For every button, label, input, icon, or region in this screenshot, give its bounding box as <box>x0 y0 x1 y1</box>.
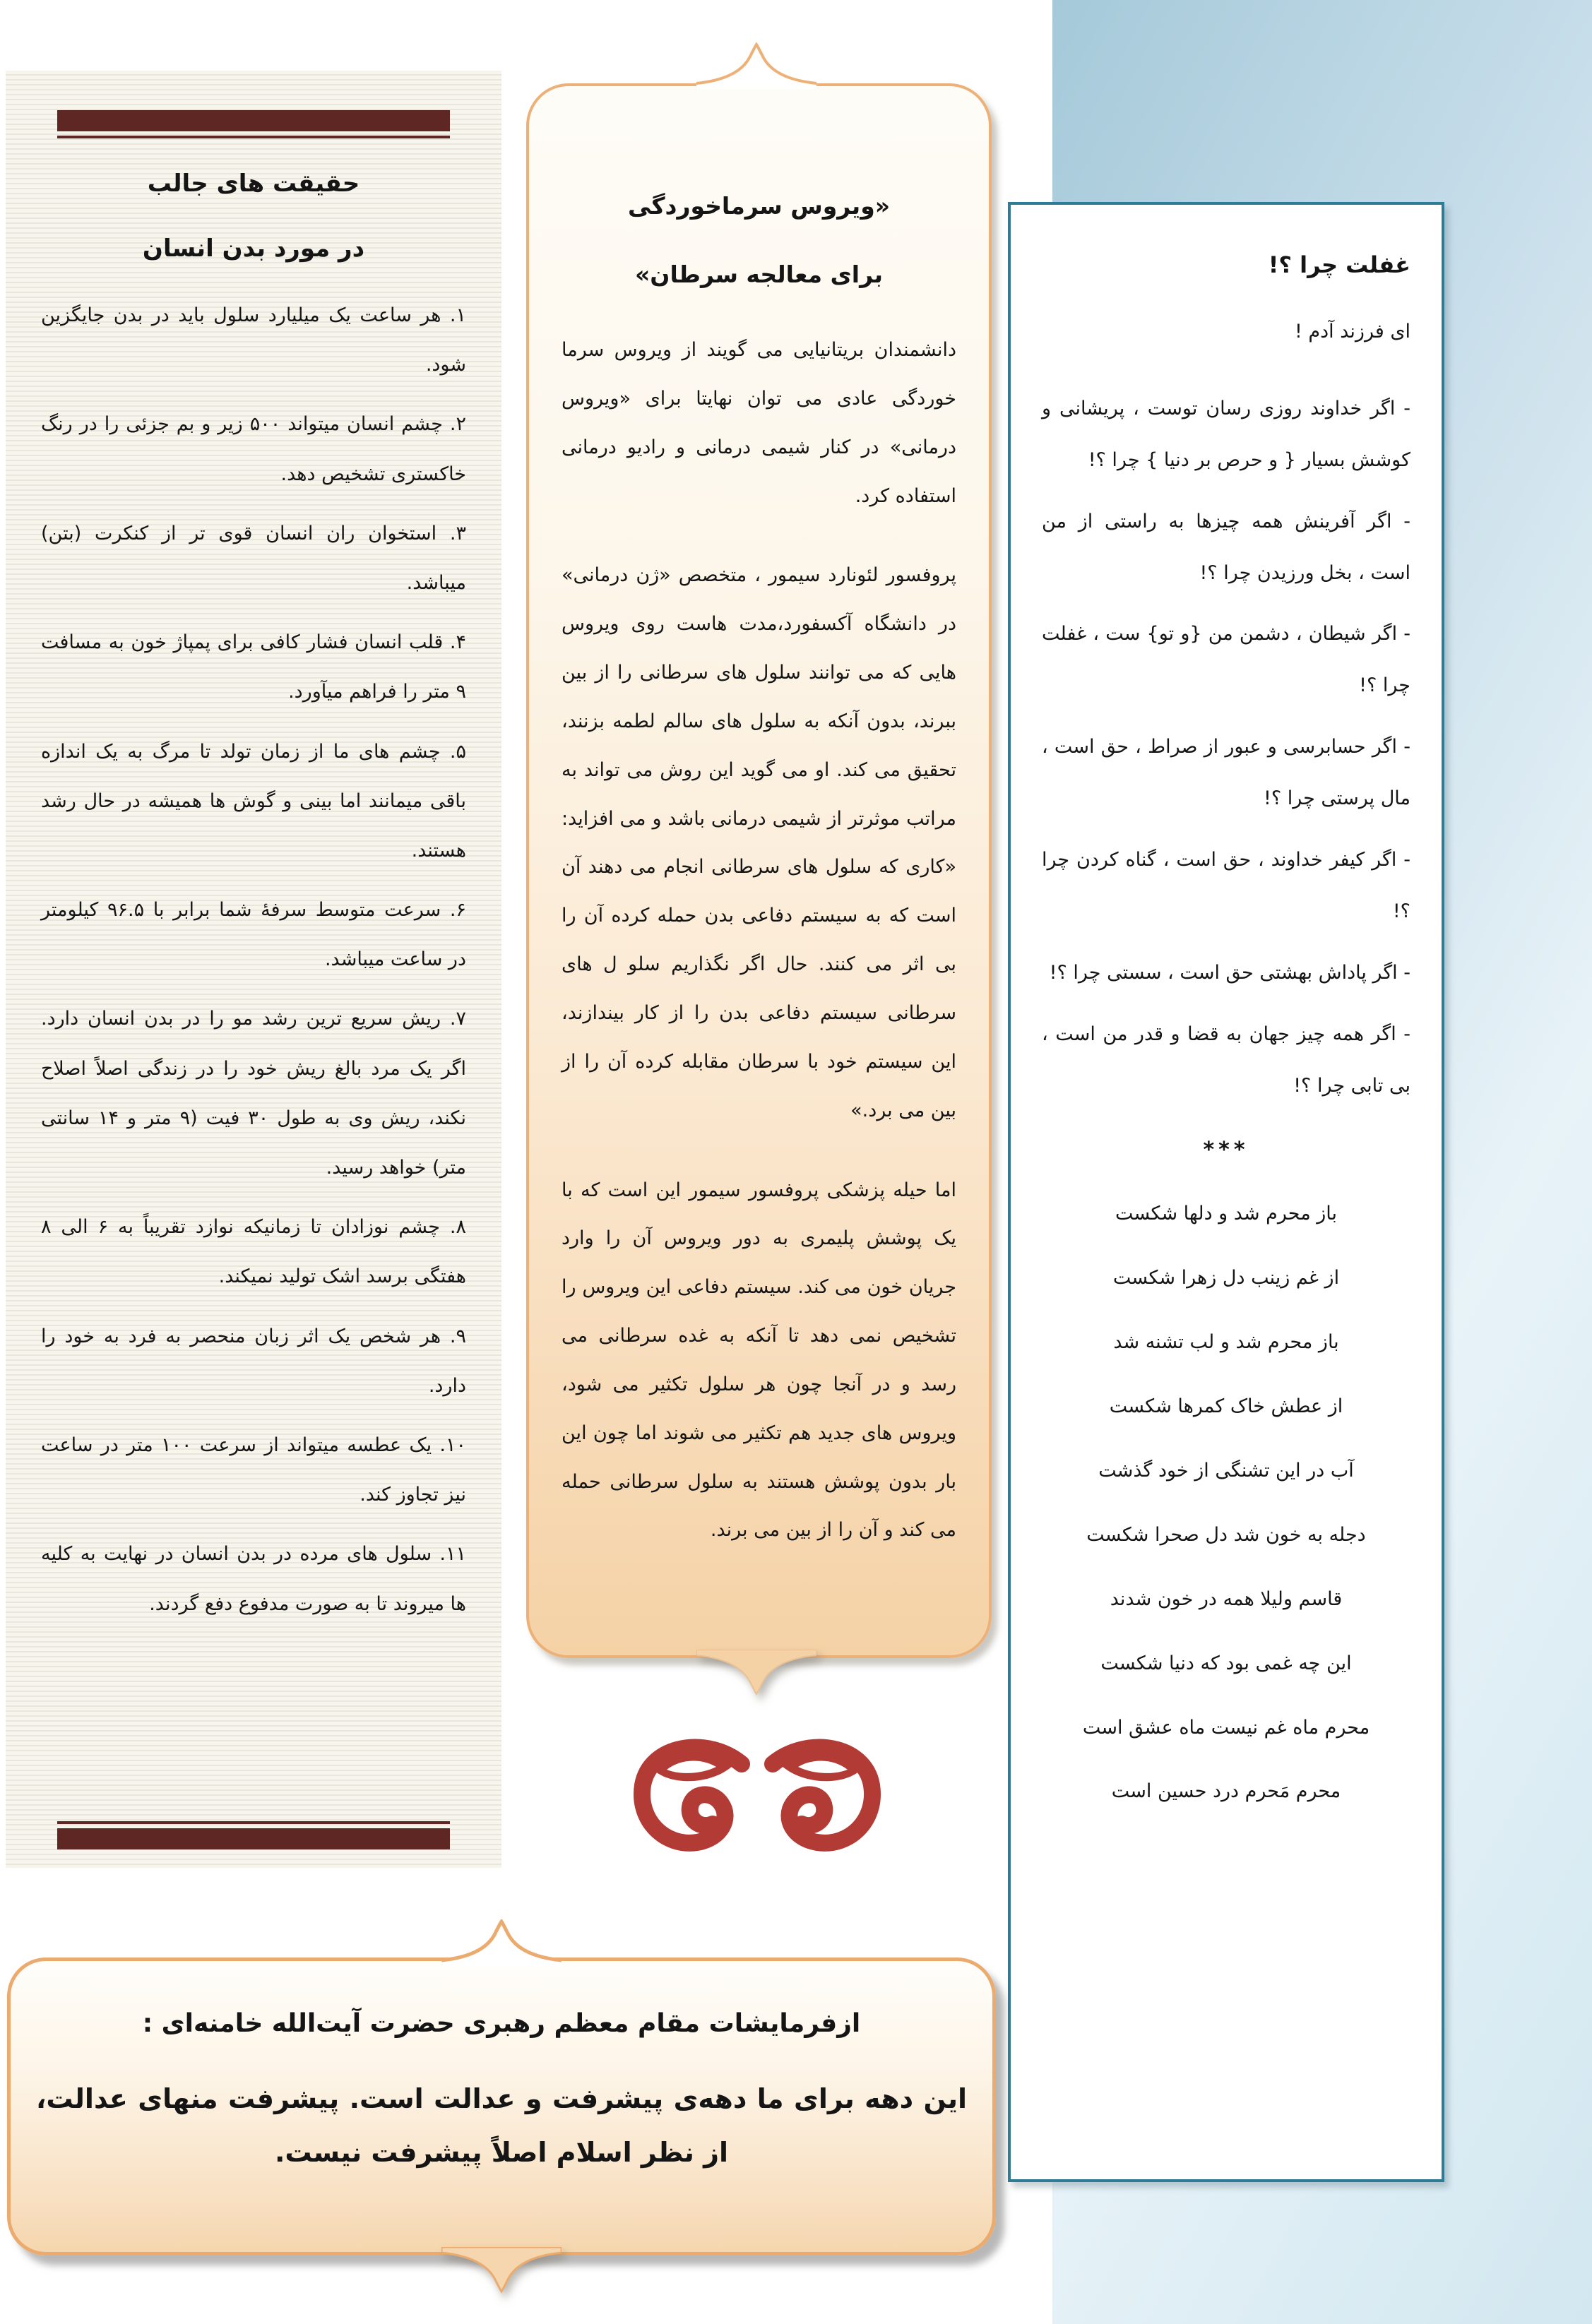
fact-item: ۱۰. یک عطسه میتواند از سرعت ۱۰۰ متر در ساعت نیز تجاوز کند. <box>41 1434 466 1506</box>
reflection-item: - اگر آفرینش همه چیزها به راستی از من است ، بخل ورزیدن چرا ؟! <box>1042 510 1410 584</box>
fact-item: ۵. چشم های ما از زمان تولد تا مرگ به یک اندازه باقی میمانند اما بینی و گوش ها همیشه در حال رشد هستند. <box>41 740 466 862</box>
poem-line: آب در این تشنگی از خود گذشت <box>1098 1460 1354 1482</box>
quote-box <box>7 1957 996 2256</box>
reflection-item: - اگر حسابرسی و عبور از صراط ، حق است ، مال پرستی چرا ؟! <box>1042 736 1410 810</box>
article-paragraph: اما حیله پزشکی پروفسور سیمور این است که با یک پوشش پلیمری به دور ویروس آن را وارد جریان خون می کند. سیستم دفاعی این ویروس را تشخیص نمی دهد تا آنکه به غده سرطانی می رسد و در آنجا چون هر سلول تکثیر می شود، ویروس های جدید هم تکثیر می شوند اما چون این بار بدون پوشش هستند به سلول سرطانی حمله می کند و آن را از بین می برند. <box>562 1179 956 1542</box>
quote-top-bracket-icon <box>441 1919 562 1966</box>
fact-item: ۳. استخوان ران انسان قوی تر از کنکرت (بتن) میباشد. <box>41 522 466 594</box>
fact-item: ۲. چشم انسان میتواند ۵۰۰ زیر و بم جزئی را در رنگ خاکستری تشخیص دهد. <box>41 413 466 485</box>
poem-line: از غم زینب دل زهرا شکست <box>1112 1267 1340 1289</box>
poem-line: این چه غمی بود که دنیا شکست <box>1100 1652 1352 1674</box>
poem-line: از عطش خاک کمرها شکست <box>1109 1395 1343 1418</box>
reflections-title: غفلت چرا ؟! <box>1268 251 1410 278</box>
article-title-line2: برای معالجه سرطان» <box>634 261 884 288</box>
article-top-bracket-icon <box>696 42 816 89</box>
poem-line: قاسم ولیلا همه در خون شدند <box>1110 1587 1343 1610</box>
reflections-intro: ای فرزند آدم ! <box>1295 321 1410 342</box>
article-paragraph: دانشمندان بریتانیایی می گویند از ویروس سرما خوردگی عادی می توان نهایتا برای «ویروس درمانی» در کنار شیمی درمانی و رادیو درمانی استفاده کرد. <box>562 339 956 507</box>
ornament-flourish-icon <box>616 1739 898 1862</box>
facts-footer-rules <box>6 1821 501 1849</box>
reflection-item: - اگر خداوند روزی رسان توست ، پریشانی و کوشش بسیار { و حرص بر دنیا } چرا ؟! <box>1042 397 1410 471</box>
article-box <box>526 83 992 1658</box>
article-bottom-bracket-icon <box>696 1650 816 1696</box>
bottom-rule-line <box>57 1821 450 1824</box>
fact-item: ۶. سرعت متوسط سرفهٔ شما برابر با ۹۶.۵ کیلومتر در ساعت میباشد. <box>41 899 466 971</box>
poem-line: محرم مَحرم درد حسین است <box>1111 1780 1341 1803</box>
reflection-item: - اگر شیطان ، دشمن من {و تو} ست ، غفلت چرا ؟! <box>1042 623 1410 697</box>
fact-item: ۸. چشم نوزادان تا زمانیکه نوازد تقریباً به ۶ الی ۸ هفتگی برسد اشک تولید نمیکند. <box>41 1216 466 1288</box>
article-paragraph: پروفسور لئونارد سیمور ، متخصص «ژن درمانی» در دانشگاه آکسفورد،مدت هاست روی ویروس هایی که می توانند سلول های سرطانی را از بین ببرند، بدون آنکه به سلول های سالم لطمه بزنند، تحقیق می کند. او می گوید این روش می تواند به مراتب موثرتر از شیمی درمانی باشد و می افزاید: «کاری که سلول های سرطانی انجام می دهند آن است که به سیستم دفاعی بدن حمله کرده آن را بی اثر می کنند. حال اگر نگذاریم سلو ل های سرطانی سیستم دفاعی بدن را از کار بیندازند، این سیستم خود با سرطان مقابله کرده آن را از بین می برد.» <box>562 564 956 1121</box>
fact-item: ۴. قلب انسان فشار کافی برای پمپاژ خون به مسافت ۹ متر را فراهم میآورد. <box>41 631 466 703</box>
reflections-content <box>1011 205 1442 1818</box>
facts-list <box>6 263 501 1629</box>
fact-item: ۱۱. سلول های مرده در بدن انسان در نهایت به کلیه ها میروند تا به صورت مدفوع دفع گردند. <box>41 1543 466 1615</box>
facts-title-line1: حقیقت های جالب <box>147 169 360 198</box>
article-title-line1: «ویروس سرماخوردگی <box>627 192 891 220</box>
facts-title-line2: در مورد بدن انسان <box>142 234 365 263</box>
reflection-item: - اگر همه چیز جهان به قضا و قدر من است ، بی تابی چرا ؟! <box>1042 1023 1410 1097</box>
quote-body: این دهه برای ما دهه‌ی پیشرفت و عدالت است. پیشرفت منهای عدالت، از نظر اسلام اصلاً پیشرفت نیست. <box>36 2083 967 2168</box>
fact-item: ۹. هر شخص یک اثر زبان منحصر به فرد به خود را دارد. <box>41 1325 466 1397</box>
poem-line: باز محرم شد و دلها شکست <box>1115 1203 1338 1225</box>
reflection-item: - اگر کیفر خداوند ، حق است ، گناه کردن چرا ؟! <box>1042 849 1410 922</box>
quote-heading: ازفرمایشات مقام معظم رهبری حضرت آیت‌الله خامنه‌ای : <box>142 2009 861 2038</box>
top-rule-line <box>57 136 450 138</box>
poem-line: باز محرم شد و لب تشنه شد <box>1113 1331 1339 1354</box>
quote-bottom-bracket-icon <box>441 2247 562 2294</box>
fact-item: ۱. هر ساعت یک میلیارد سلول باید در بدن جایگزین شود. <box>41 304 466 376</box>
reflection-item: - اگر پاداش بهشتی حق است ، سستی چرا ؟! <box>1049 961 1410 984</box>
article-body <box>529 288 989 1555</box>
stars-separator: *** <box>1203 1138 1249 1163</box>
poem-line: دجله به خون شد دل صحرا شکست <box>1086 1523 1366 1546</box>
facts-column <box>6 71 501 1868</box>
poem-line: محرم ماه غم نیست ماه عشق است <box>1082 1716 1370 1739</box>
fact-item: ۷. ریش سریع ترین رشد مو را در بدن انسان دارد. اگر یک مرد بالغ ریش خود را در زندگی اصلاً اصلاح نکند، ریش وی به طول ۳۰ فیت (۹ متر و ۱۴ سانتی متر) خواهد رسید. <box>41 1008 466 1179</box>
bottom-rule-bar <box>57 1828 450 1849</box>
reflections-box <box>1008 202 1444 2182</box>
top-rule-bar <box>57 110 450 131</box>
